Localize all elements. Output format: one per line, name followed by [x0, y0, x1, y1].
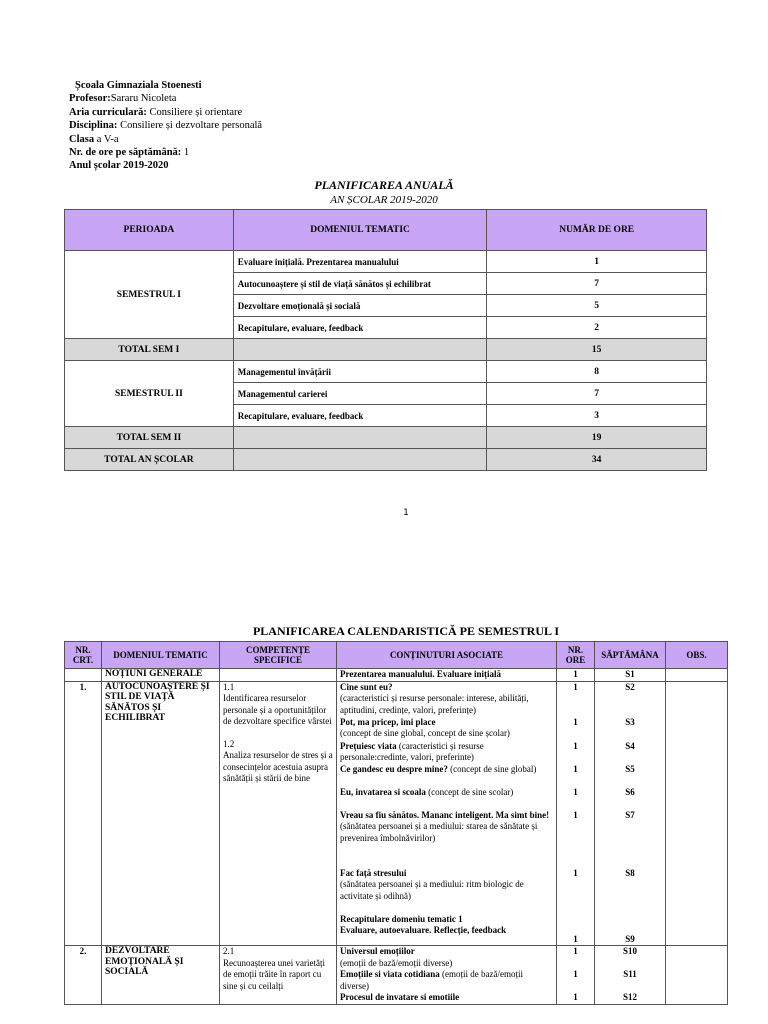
area-value: Consiliere și orientare: [146, 106, 243, 118]
content-item: [340, 717, 553, 741]
nr-cell: 2.: [65, 946, 102, 1005]
total-sem2-value: 19: [487, 427, 707, 449]
col-hours: NUMĂR DE ORE: [487, 210, 707, 251]
hours-cell: [557, 946, 595, 1005]
week-value: S11: [623, 969, 637, 979]
semester-2-label: SEMESTRUL II: [65, 361, 234, 427]
hours-value: 1: [181, 147, 190, 159]
competence-cell: [220, 669, 337, 682]
total-sem1-row: [65, 339, 707, 361]
content-desc: (sănătatea persoanei și a mediului: starea de sănătate și prevenirea îmbolnăvirilor): [340, 821, 538, 843]
area-label: Aria curriculară:: [69, 106, 147, 118]
page-number: 1: [403, 508, 409, 518]
hours-value: 1: [573, 740, 578, 751]
competence-text: Analiza resurselor de stres și a consecințelor acestuia asupra sănătății și stării de bine: [223, 750, 333, 783]
hours-cell: 3: [487, 405, 707, 427]
hours-cell: 7: [487, 383, 707, 405]
hours-value: 1: [573, 809, 578, 820]
domain-cell: NOȚIUNI GENERALE: [102, 669, 220, 682]
domain-cell: Evaluare inițială. Prezentarea manualului: [233, 251, 487, 273]
domain-cell: Recapitulare, evaluare, feedback: [233, 317, 487, 339]
hours-value: 1: [573, 786, 578, 797]
content-title: Vreau sa fiu sănătos. Mananc inteligent. Ma simt bine!: [340, 809, 550, 820]
spacer: [223, 728, 333, 739]
table-header-row: [65, 642, 728, 669]
content-desc: (concept de sine global): [447, 763, 537, 774]
content-desc: (caracteristici și resurse personale: interese, abilități, aptitudini, credințe, valori, preferințe): [340, 693, 529, 715]
semester-1-label: SEMESTRUL I: [65, 251, 234, 339]
obs-cell: [666, 681, 728, 946]
domain-cell: Autocunoaștere și stil de viață sănătos și echilibrat: [233, 273, 487, 295]
competence-cell: [220, 681, 337, 946]
week-value: S12: [622, 992, 637, 1002]
table-row-intro: [65, 669, 728, 682]
hours-value: 1: [573, 946, 578, 956]
col-content: CONȚINUTURI ASOCIATE: [337, 642, 557, 669]
content-title: Pot, ma pricep, îmi place: [340, 716, 436, 727]
table-row-domain-2: [65, 946, 728, 1005]
school-year: Anul școlar 2019-2020: [69, 160, 169, 172]
hours-cell: 8: [487, 361, 707, 383]
col-domain: DOMENIUL TEMATIC: [233, 210, 487, 251]
content-item: [340, 992, 553, 1004]
calendar-plan-title: PLANIFICAREA CALENDARISTICĂ PE SEMESTRUL I: [252, 624, 560, 638]
week-value: S10: [622, 946, 637, 956]
content-desc: (emoții de bază/emoții diverse): [340, 969, 523, 991]
competence-text: Recunoașterea unei varietăți de emoții trăite în raport cu sine și cu ceilalți: [223, 957, 325, 991]
total-sem1-label: TOTAL SEM I: [65, 339, 234, 361]
content-desc: (emoții de bază/emoții diverse): [340, 957, 453, 968]
content-title: Ce gandesc eu despre mine?: [340, 763, 448, 774]
hours-cell: 7: [487, 273, 707, 295]
competence-text: Identificarea resurselor personale și a oportunităților de dezvoltare specifice vârstei: [223, 693, 332, 726]
obs-cell: [666, 669, 728, 682]
content-item: [340, 868, 553, 914]
content-desc: (concept de sine global, concept de sine școlar): [340, 728, 510, 738]
col-obs: OBS.: [666, 642, 728, 669]
hours-value: 1: [573, 969, 578, 979]
content-item: [340, 914, 553, 937]
total-sem2-label: TOTAL SEM II: [65, 427, 234, 449]
hours-value: 1: [573, 681, 578, 692]
hours-value: 1: [573, 716, 578, 727]
content-title: Recapitulare domeniu tematic 1 Evaluare, autoevaluare. Reflecție, feedback: [340, 913, 507, 935]
content-item: [340, 741, 553, 764]
annual-plan-subtitle: AN ȘCOLAR 2019-2020: [330, 194, 438, 206]
content-item: [340, 764, 553, 787]
hours-cell: 2: [487, 317, 707, 339]
content-title: Procesul de invatare si emotiile: [340, 992, 460, 1002]
nr-cell: 1.: [65, 681, 102, 946]
content-desc: (caracteristici și resurse personale:credinte, valori, preferinte): [340, 740, 484, 762]
total-year-label: TOTAL AN ȘCOLAR: [65, 449, 234, 471]
content-cell: Prezentarea manualului. Evaluare inițială: [337, 669, 557, 682]
teacher-value: Sararu Nicoleta: [110, 93, 177, 105]
content-desc: (concept de sine scolar): [425, 786, 514, 797]
table-row-domain-1: [65, 681, 728, 946]
total-year-row: [65, 449, 707, 471]
content-cell: [337, 946, 557, 1005]
domain-cell: DEZVOLTARE EMOȚIONALĂ ȘI SOCIALĂ: [102, 946, 220, 1005]
total-sem2-row: [65, 427, 707, 449]
teacher-label: Profesor:: [69, 93, 111, 105]
discipline-line: [69, 119, 262, 132]
content-title: Cine sunt eu?: [340, 681, 393, 692]
domain-cell: Dezvoltare emoțională și socială: [233, 295, 487, 317]
content-title: Eu, invatarea si scoala: [340, 786, 426, 797]
col-week: SĂPTĂMÂNA: [595, 642, 666, 669]
competence-number: 1.1: [223, 681, 235, 692]
total-year-value: 34: [487, 449, 707, 471]
hours-label: Nr. de ore pe săptămână:: [69, 147, 182, 159]
discipline-label: Disciplina:: [69, 120, 118, 132]
document-header: [69, 79, 262, 173]
teacher-line: [69, 92, 262, 105]
col-competences: COMPETENȚE SPECIFICE: [220, 642, 337, 669]
domain-cell: Recapitulare, evaluare, feedback: [233, 405, 487, 427]
class-value: a V-a: [94, 133, 119, 145]
week-value: S7: [625, 809, 635, 820]
content-title: Prețuiesc viata: [340, 740, 397, 751]
competence-number: 2.1: [223, 946, 235, 956]
domain-cell: AUTOCUNOAȘTERE ȘI STIL DE VIAȚĂ SĂNĂTOS ȘI ECHILIBRAT: [102, 681, 220, 946]
week-value: S5: [625, 763, 635, 774]
calendar-plan-table: [64, 641, 728, 1005]
competence-number: 1.2: [223, 738, 235, 749]
hours-line: [69, 146, 262, 159]
week-cell: [595, 681, 666, 946]
hours-value: 1: [573, 867, 578, 878]
content-item: [340, 946, 553, 969]
col-domain: DOMENIUL TEMATIC: [102, 642, 220, 669]
week-value: S4: [625, 740, 635, 751]
area-line: [69, 106, 262, 119]
week-value: S2: [625, 681, 635, 692]
annual-plan-title: PLANIFICAREA ANUALĂ: [314, 178, 454, 192]
week-cell: [595, 946, 666, 1005]
domain-cell: Managementul carierei: [233, 383, 487, 405]
week-value: S6: [625, 786, 635, 797]
domain-cell: Managementul învățării: [233, 361, 487, 383]
content-cell: [337, 681, 557, 946]
hours-cell: 1: [557, 669, 595, 682]
week-cell: S1: [595, 669, 666, 682]
content-title: Emoțiile si viata cotidiana: [340, 969, 440, 979]
discipline-value: Consiliere și dezvoltare personală: [117, 120, 263, 132]
hours-value: 1: [573, 992, 578, 1002]
col-nr: NR. CRT.: [65, 642, 102, 669]
hours-cell: [557, 681, 595, 946]
hours-value: 1: [573, 933, 578, 944]
class-line: [69, 133, 262, 146]
empty-cell: [233, 427, 487, 449]
week-value: S9: [625, 933, 635, 944]
col-hours: NR. ORE: [557, 642, 595, 669]
content-item: [340, 810, 553, 868]
week-value: S8: [625, 867, 635, 878]
competence-cell: [220, 946, 337, 1005]
table-row: [65, 251, 707, 273]
class-label: Clasa: [69, 133, 95, 145]
empty-cell: [233, 339, 487, 361]
content-item: [340, 682, 553, 717]
hours-cell: 5: [487, 295, 707, 317]
table-header-row: [65, 210, 707, 251]
table-row: [65, 361, 707, 383]
content-title: Fac față stresului: [340, 867, 407, 878]
content-title: Universul emoțiilor: [340, 946, 415, 956]
annual-plan-table: [64, 209, 707, 471]
total-sem1-value: 15: [487, 339, 707, 361]
week-value: S3: [625, 716, 635, 727]
content-item: [340, 969, 553, 992]
content-item: [340, 787, 553, 810]
col-period: PERIOADA: [65, 210, 234, 251]
hours-cell: 1: [487, 251, 707, 273]
obs-cell: [666, 946, 728, 1005]
hours-value: 1: [573, 763, 578, 774]
nr-cell: [65, 669, 102, 682]
school-name: Școala Gimnaziala Stoenesti: [75, 80, 202, 91]
content-desc: (sănătatea persoanei și a mediului: ritm biologic de activitate și odihnă): [340, 879, 524, 901]
empty-cell: [233, 449, 487, 471]
